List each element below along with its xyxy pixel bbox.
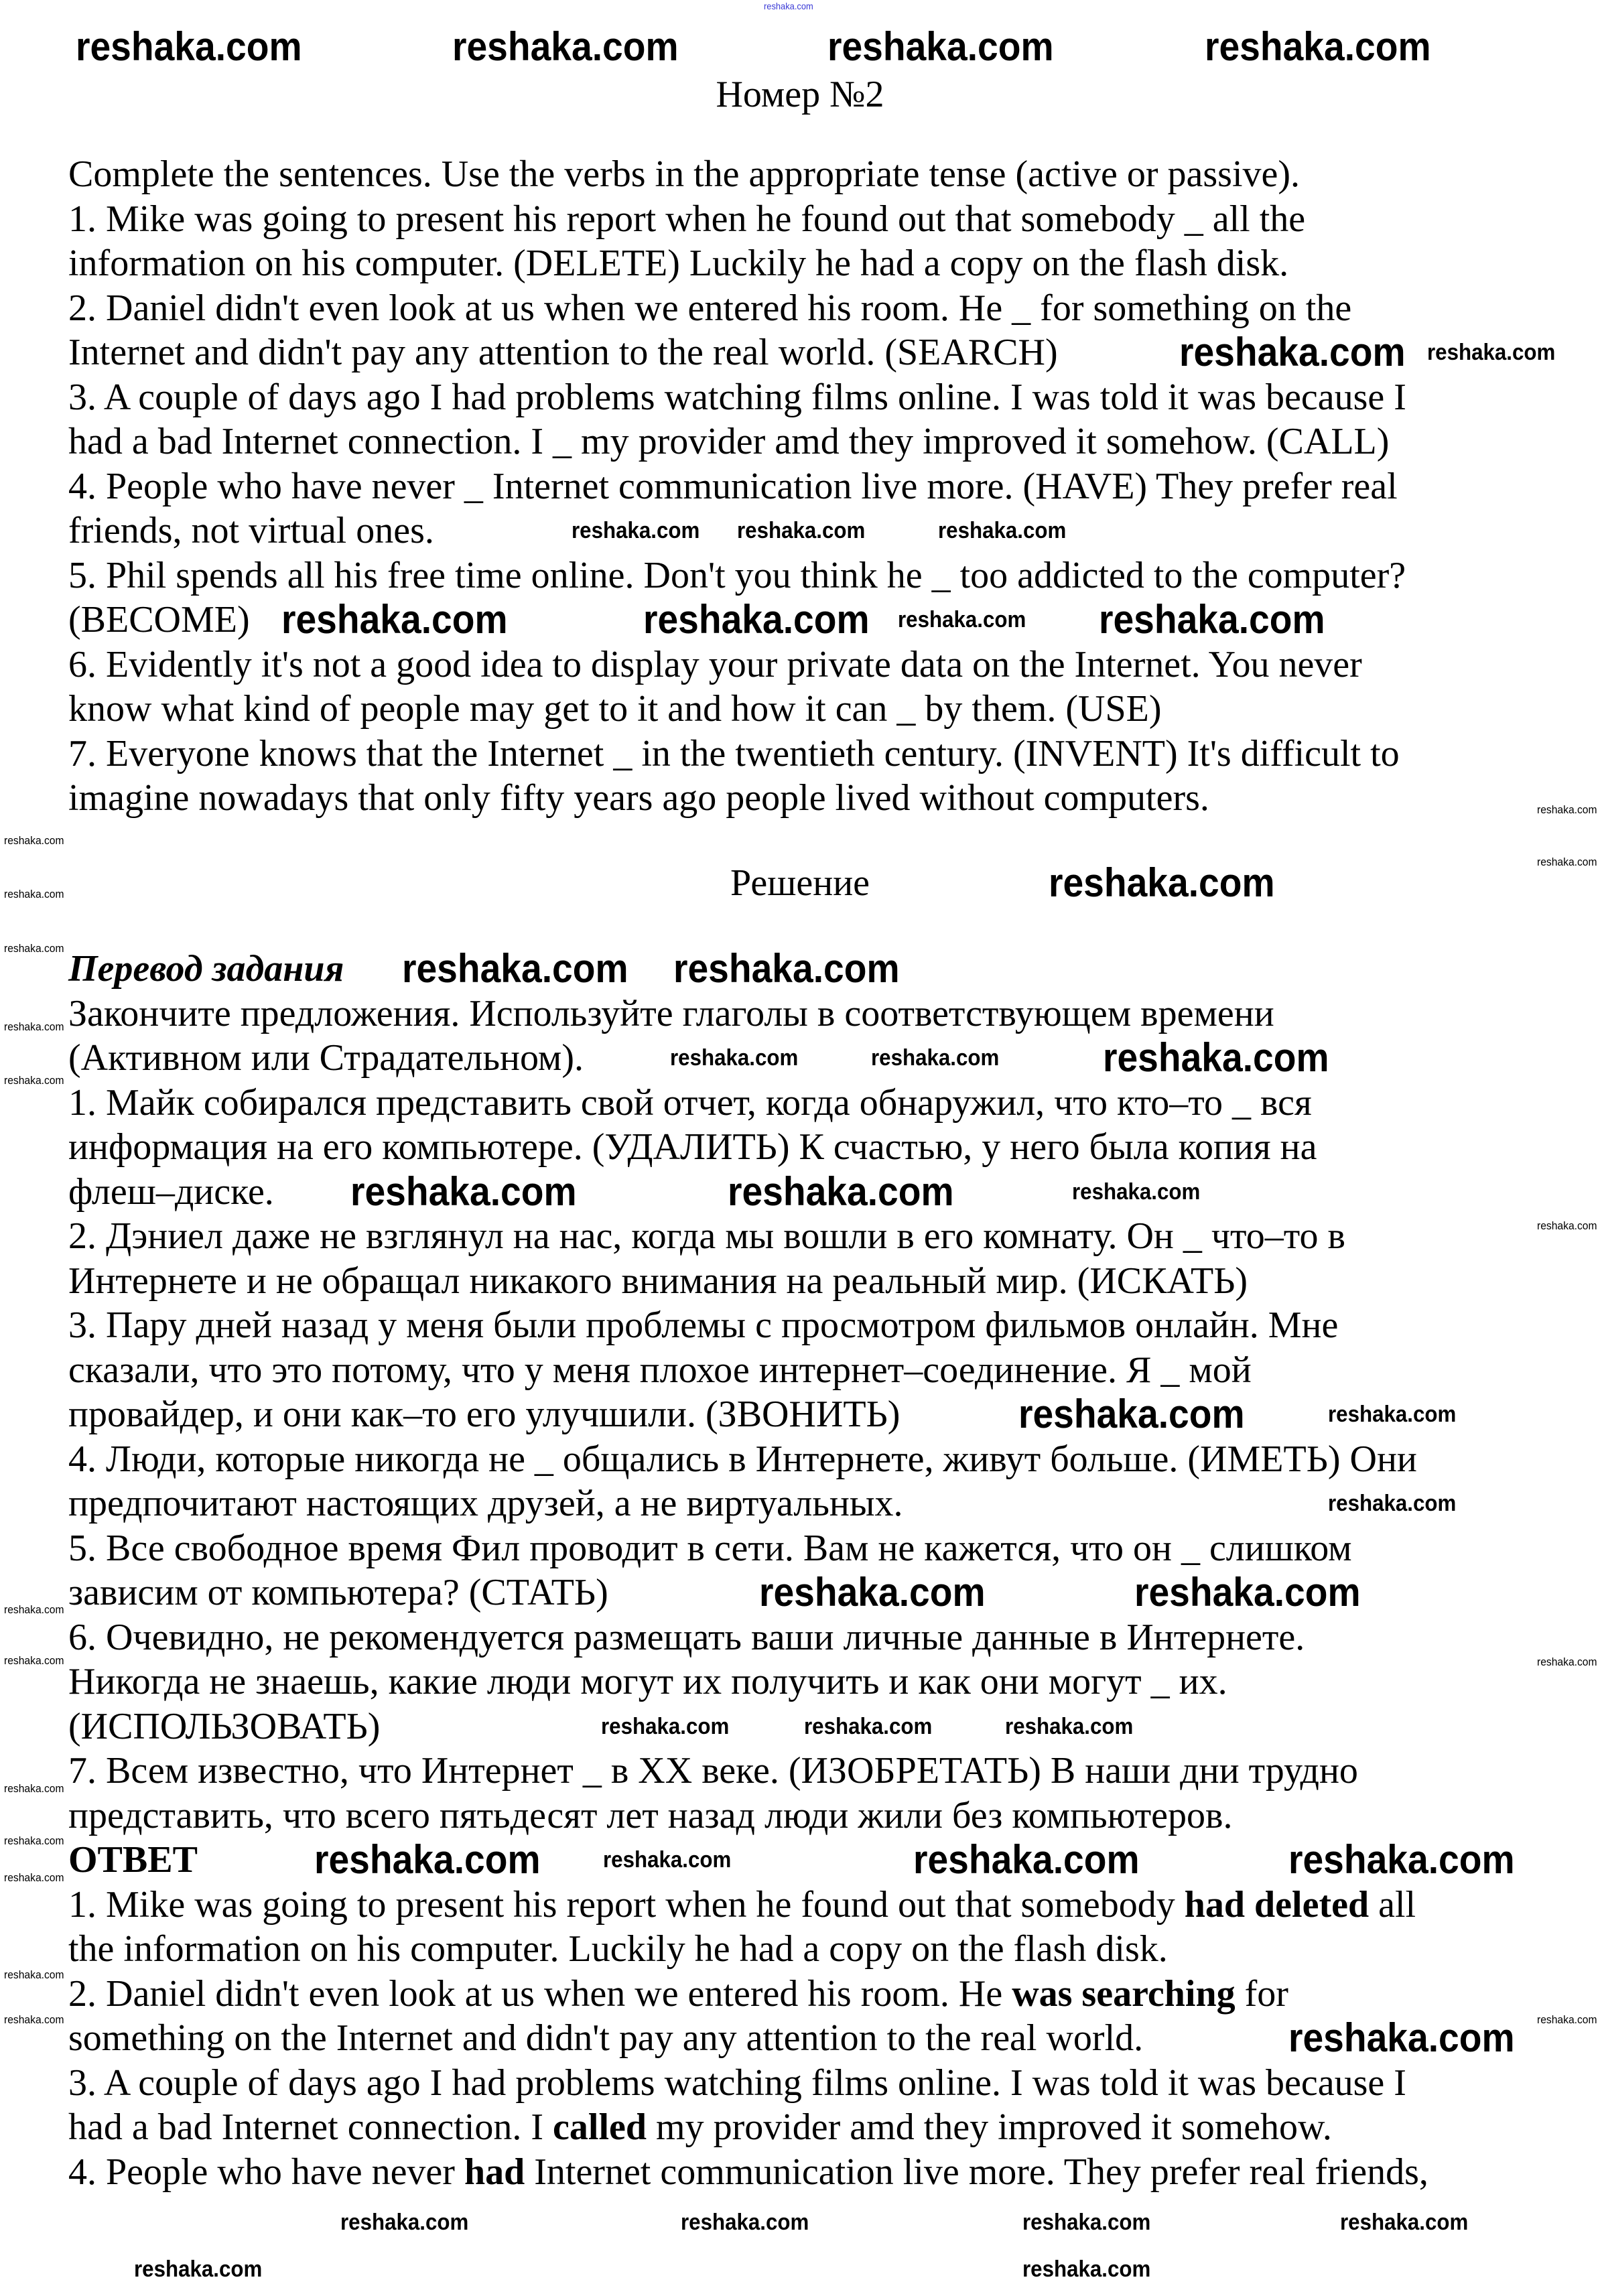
watermark: reshaka.com (340, 2210, 469, 2235)
watermark: reshaka.com (1022, 2210, 1151, 2235)
watermark: reshaka.com (1049, 860, 1275, 905)
task-line: (BECOME) (68, 599, 250, 640)
task-line: 4. People who have never _ Internet communication live more. (HAVE) They prefer real (68, 465, 1398, 507)
translation-line: сказали, что это потому, что у меня плохое интернет–соединение. Я _ мой (68, 1349, 1252, 1391)
watermark: reshaka.com (913, 1837, 1140, 1882)
translation-line: 6. Очевидно, не рекомендуется размещать ваши личные данные в Интернете. (68, 1616, 1305, 1658)
watermark: reshaka.com (1537, 1219, 1597, 1232)
answer-line (68, 1927, 1168, 1972)
answer-text: 2. Daniel didn't even look at us when we entered his room. He (68, 1972, 1012, 2015)
watermark: reshaka.com (4, 942, 64, 955)
answer-heading: ОТВЕТ (68, 1839, 198, 1881)
watermark: reshaka.com (1537, 856, 1597, 868)
watermark: reshaka.com (1328, 1491, 1457, 1516)
answer-line (68, 2016, 1143, 2061)
answer-verb: was searching (1012, 1972, 1236, 2015)
task-line: information on his computer. (DELETE) Luckily he had a copy on the flash disk. (68, 243, 1289, 284)
watermark: reshaka.com (4, 1074, 64, 1087)
watermark: reshaka.com (1134, 1570, 1361, 1615)
watermark: reshaka.com (1072, 1179, 1201, 1205)
solution-title: Решение (730, 862, 870, 904)
translation-line: информация на его компьютере. (УДАЛИТЬ) К счастью, у него была копия на (68, 1126, 1317, 1168)
watermark: reshaka.com (572, 518, 700, 543)
task-line: 1. Mike was going to present his report when he found out that somebody _ all the (68, 198, 1306, 240)
task-line: 7. Everyone knows that the Internet _ in the twentieth century. (INVENT) It's difficult to (68, 732, 1400, 774)
watermark: reshaka.com (1179, 330, 1406, 375)
watermark: reshaka.com (4, 834, 64, 847)
watermark: reshaka.com (938, 518, 1067, 543)
watermark: reshaka.com (1022, 2256, 1151, 2282)
watermark: reshaka.com (1537, 1656, 1597, 1668)
translation-line: 7. Всем известно, что Интернет _ в XX веке. (ИЗОБРЕТАТЬ) В наши дни трудно (68, 1750, 1358, 1792)
watermark: reshaka.com (350, 1169, 577, 1214)
answer-verb: had (464, 2151, 525, 2193)
watermark: reshaka.com (1288, 1837, 1515, 1882)
watermark: reshaka.com (4, 1654, 64, 1667)
watermark: reshaka.com (4, 1603, 64, 1616)
watermark: reshaka.com (1018, 1392, 1245, 1436)
watermark: reshaka.com (673, 946, 900, 991)
answer-text: Internet communication live more. They prefer real friends, (525, 2151, 1428, 2193)
watermark: reshaka.com (314, 1837, 541, 1882)
translation-line: 2. Дэниел даже не взглянул на нас, когда мы вошли в его комнату. Он _ что–то в (68, 1215, 1345, 1257)
watermark: reshaka.com (76, 24, 302, 69)
translation-line: (Активном или Страдательном). (68, 1037, 584, 1079)
watermark: reshaka.com (1005, 1714, 1134, 1739)
watermark: reshaka.com (603, 1847, 732, 1873)
task-line: 3. A couple of days ago I had problems watching films online. I was told it was because I (68, 376, 1406, 418)
answer-text: something on the Internet and didn't pay any attention to the real world. (68, 2017, 1144, 2059)
translation-line: 3. Пару дней назад у меня были проблемы с просмотром фильмов онлайн. Мне (68, 1304, 1339, 1346)
watermark: reshaka.com (4, 1020, 64, 1033)
translation-line: зависим от компьютера? (СТАТЬ) (68, 1572, 608, 1613)
translation-line: Закончите предложения. Используйте глаголы в соответствующем времени (68, 992, 1274, 1034)
task-line: Complete the sentences. Use the verbs in the appropriate tense (active or passive). (68, 153, 1301, 195)
watermark: reshaka.com (1103, 1035, 1329, 1080)
watermark: reshaka.com (804, 1714, 933, 1739)
answer-text: 1. Mike was going to present his report when he found out that somebody (68, 1883, 1185, 1926)
answer-text: the information on his computer. Luckily he had a copy on the flash disk. (68, 1928, 1168, 1970)
page-title: Номер №2 (716, 74, 884, 115)
watermark: reshaka.com (737, 518, 866, 543)
watermark: reshaka.com (134, 2256, 263, 2282)
watermark: reshaka.com (1427, 340, 1556, 365)
watermark: reshaka.com (670, 1045, 799, 1071)
task-line: imagine nowadays that only fifty years ago people lived without computers. (68, 777, 1209, 819)
answer-text: 3. A couple of days ago I had problems watching films online. I was told it was because I (68, 2062, 1406, 2104)
answer-text: my provider amd they improved it somehow. (647, 2106, 1332, 2148)
watermark: reshaka.com (1537, 2013, 1597, 2026)
watermark: reshaka.com (681, 2210, 809, 2235)
answer-line (68, 1972, 1288, 2017)
task-line: 2. Daniel didn't even look at us when we entered his room. He _ for something on the (68, 287, 1352, 329)
watermark: reshaka.com (1328, 1402, 1457, 1427)
task-line: Internet and didn't pay any attention to the real world. (SEARCH) (68, 332, 1058, 373)
watermark: reshaka.com (4, 1968, 64, 1981)
watermark: reshaka.com (1205, 24, 1431, 69)
watermark: reshaka.com (4, 1782, 64, 1795)
watermark: reshaka.com (871, 1045, 1000, 1071)
watermark: reshaka.com (601, 1714, 730, 1739)
watermark: reshaka.com (452, 24, 679, 69)
task-line: 6. Evidently it's not a good idea to display your private data on the Internet. You never (68, 643, 1362, 685)
watermark: reshaka.com (4, 888, 64, 900)
watermark: reshaka.com (764, 1, 813, 11)
translation-line: 1. Майк собирался представить свой отчет, когда обнаружил, что кто–то _ вся (68, 1081, 1312, 1124)
answer-line (68, 2150, 1428, 2195)
translation-line: Никогда не знаешь, какие люди могут их получить и как они могут _ их. (68, 1661, 1227, 1702)
answer-text: for (1235, 1972, 1288, 2015)
watermark: reshaka.com (402, 946, 628, 991)
watermark: reshaka.com (4, 1871, 64, 1884)
translation-heading: Перевод задания (68, 948, 344, 990)
answer-text: all (1369, 1883, 1416, 1926)
task-line: know what kind of people may get to it and how it can _ by them. (USE) (68, 688, 1162, 730)
answer-verb: called (553, 2106, 647, 2148)
task-text (68, 152, 1556, 821)
watermark: reshaka.com (759, 1570, 986, 1615)
watermark: reshaka.com (281, 597, 508, 642)
answer-text: 4. People who have never (68, 2151, 464, 2193)
translation-line: представить, что всего пятьдесят лет назад люди жили без компьютеров. (68, 1794, 1233, 1836)
answer-line (68, 1883, 1416, 1928)
translation-line: предпочитают настоящих друзей, а не виртуальных. (68, 1483, 903, 1524)
watermark: reshaka.com (1537, 803, 1597, 816)
answer-verb: had deleted (1184, 1883, 1370, 1926)
answer-line (68, 2061, 1406, 2106)
watermark: reshaka.com (1099, 597, 1325, 642)
task-line: had a bad Internet connection. I _ my provider amd they improved it somehow. (CALL) (68, 421, 1390, 462)
answer-text: had a bad Internet connection. I (68, 2106, 553, 2148)
translation-line: 5. Все свободное время Фил проводит в сети. Вам не кажется, что он _ слишком (68, 1527, 1352, 1569)
translation-line: флеш–диске. (68, 1170, 274, 1213)
watermark: reshaka.com (728, 1169, 954, 1214)
watermark: reshaka.com (898, 607, 1026, 632)
watermark: reshaka.com (4, 2013, 64, 2026)
watermark: reshaka.com (643, 597, 870, 642)
watermark: reshaka.com (4, 1834, 64, 1847)
answer-line (68, 2105, 1332, 2150)
task-line: friends, not virtual ones. (68, 510, 434, 551)
translation-line: (ИСПОЛЬЗОВАТЬ) (68, 1705, 381, 1747)
translation-line: провайдер, и они как–то его улучшили. (ЗВОНИТЬ) (68, 1394, 901, 1435)
translation-line: 4. Люди, которые никогда не _ общались в Интернете, живут больше. (ИМЕТЬ) Они (68, 1438, 1417, 1480)
translation-line: Интернете и не обращал никакого внимания на реальный мир. (ИСКАТЬ) (68, 1260, 1248, 1302)
watermark: reshaka.com (1340, 2210, 1469, 2235)
watermark: reshaka.com (827, 24, 1054, 69)
watermark: reshaka.com (1288, 2015, 1515, 2060)
task-line: 5. Phil spends all his free time online. Don't you think he _ too addicted to the computer? (68, 554, 1406, 596)
